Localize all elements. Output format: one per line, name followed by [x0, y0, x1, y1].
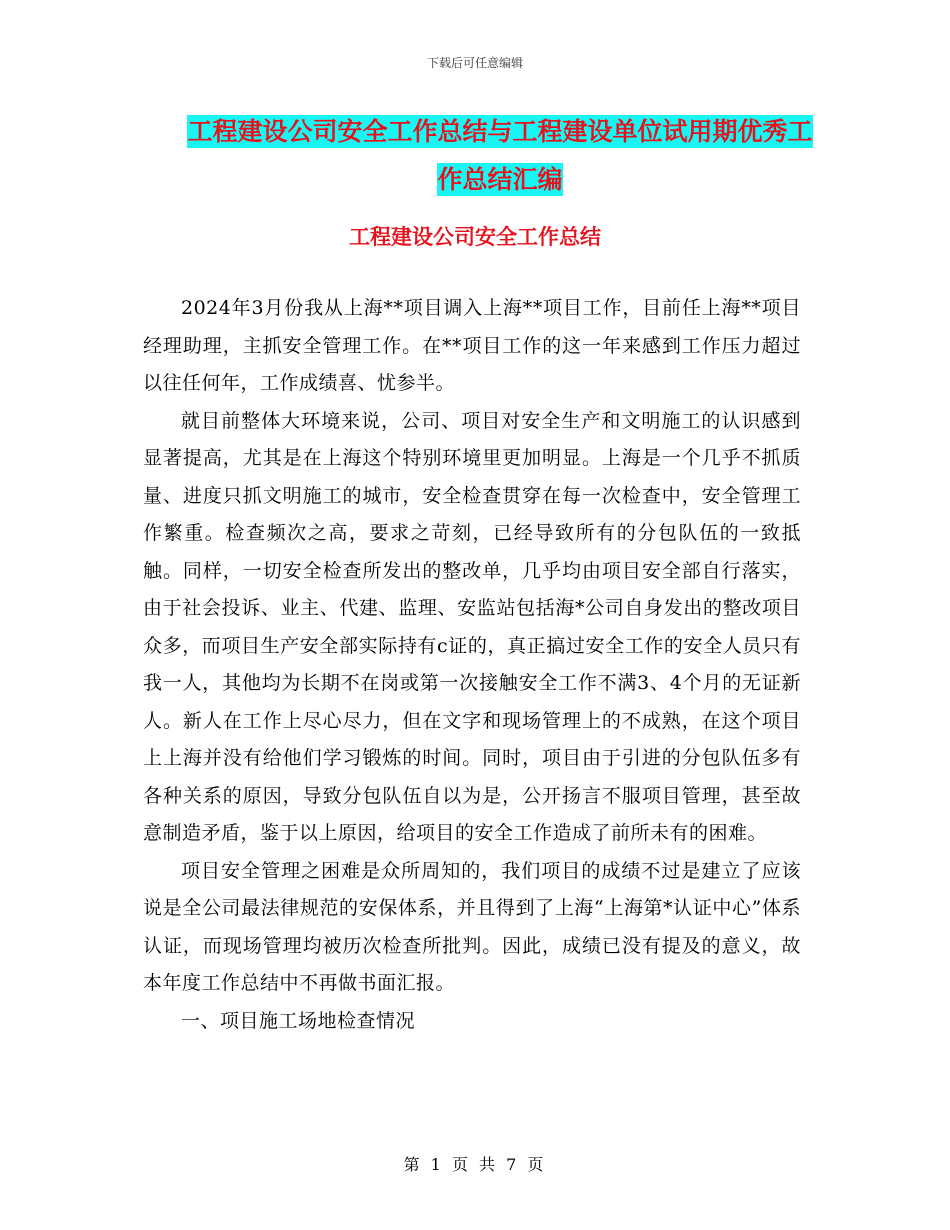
subheading-1: 一、项目施工场地检查情况: [181, 1009, 416, 1032]
paragraph-1: 2024年3月份我从上海**项目调入上海**项目工作，目前任上海**项目经理助理，主抓安全管理工作。在**项目工作的这一年来感到工作压力超过以往任何年，工作成绩喜、忧参半。: [143, 297, 801, 394]
page-footer: 第 1 页 共 7 页: [403, 1155, 547, 1174]
paragraph-3: 项目安全管理之困难是众所周知的，我们项目的成绩不过是建立了应该说是全公司最法律规范的安保体系，并且得到了上海“上海第*认证中心”体系认证，而现场管理均被历次检查所批判。因此，成绩已没有提及的意义，故本年度工作总结中不再做书面汇报。: [143, 859, 801, 994]
header-note: 下载后可任意编辑: [426, 56, 523, 70]
document-body: [143, 290, 801, 1040]
paragraph-2: 就目前整体大环境来说，公司、项目对安全生产和文明施工的认识感到显著提高，尤其是在上海这个特别环境里更加明显。上海是一个几乎不抓质量、进度只抓文明施工的城市，安全检查贯穿在每一次检查中，安全管理工作繁重。检查频次之高，要求之苛刻，已经导致所有的分包队伍的一致抵触。同样，一切安全检查所发出的整改单，几乎均由项目安全部自行落实，由于社会投诉、业主、代建、监理、安监站包括海*公司自身发出的整改项目众多，而项目生产安全部实际持有c证的，真正搞过安全工作的安全人员只有我一人，其他均为长期不在岗或第一次接触安全工作不满3、4个月的无证新人。新人在工作上尽心尽力，但在文字和现场管理上的不成熟，在这个项目上上海并没有给他们学习锻炼的时间。同时，项目由于引进的分包队伍多有各种关系的原因，导致分包队伍自以为是，公开扬言不服项目管理，甚至故意制造矛盾，鉴于以上原因，给项目的安全工作造成了前所未有的困难。: [143, 409, 801, 844]
section-title: 工程建设公司安全工作总结: [349, 225, 601, 249]
document-title-text: 工程建设公司安全工作总结与工程建设单位试用期优秀工作总结汇编: [187, 117, 813, 194]
document-title: [180, 108, 820, 204]
